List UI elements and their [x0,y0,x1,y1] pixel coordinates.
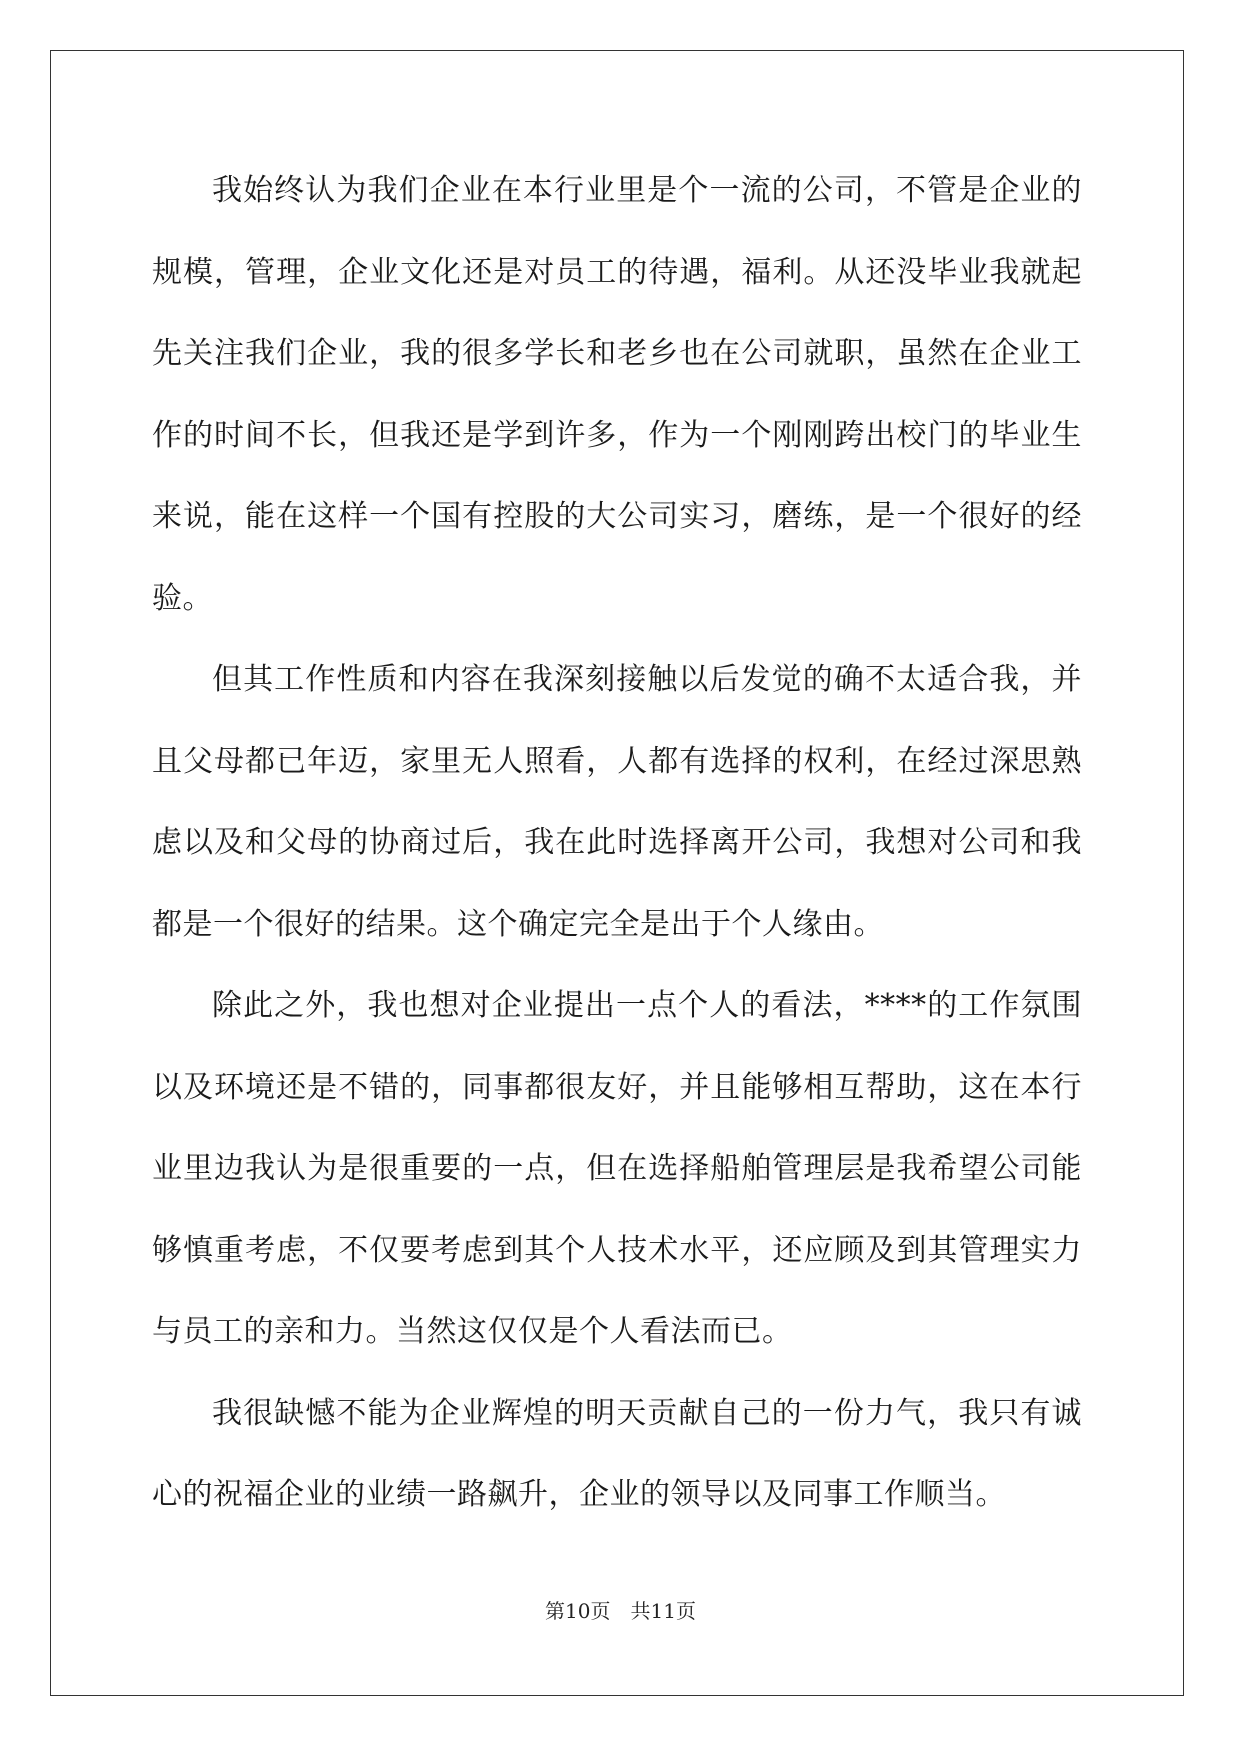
paragraph-1: 我始终认为我们企业在本行业里是个一流的公司，不管是企业的规模，管理，企业文化还是对员工的待遇，福利。从还没毕业我就起先关注我们企业，我的很多学长和老乡也在公司就职，虽然在企业工作的时间不长，但我还是学到许多，作为一个刚刚跨出校门的毕业生来说，能在这样一个国有控股的大公司实习，磨练，是一个很好的经验。 [152,173,1082,616]
document-body [152,150,1082,1536]
paragraph-3: 除此之外，我也想对企业提出一点个人的看法，****的工作氛围以及环境还是不错的，同事都很友好，并且能够相互帮助，这在本行业里边我认为是很重要的一点，但在选择船舶管理层是我希望公司能够慎重考虑，不仅要考虑到其个人技术水平，还应顾及到其管理实力与员工的亲和力。当然这仅仅是个人看法而已。 [152,988,1082,1349]
paragraph-4: 我很缺憾不能为企业辉煌的明天贡献自己的一份力气，我只有诚心的祝福企业的业绩一路飙升，企业的领导以及同事工作顺当。 [152,1395,1082,1512]
page-footer [0,1595,1241,1624]
paragraph-2: 但其工作性质和内容在我深刻接触以后发觉的确不太适合我，并且父母都已年迈，家里无人照看，人都有选择的权利，在经过深思熟虑以及和父母的协商过后，我在此时选择离开公司，我想对公司和我都是一个很好的结果。这个确定完全是出于个人缘由。 [152,662,1082,942]
page-number-total: 共11页 [630,1599,696,1623]
page-number-current: 第10页 [545,1599,611,1623]
